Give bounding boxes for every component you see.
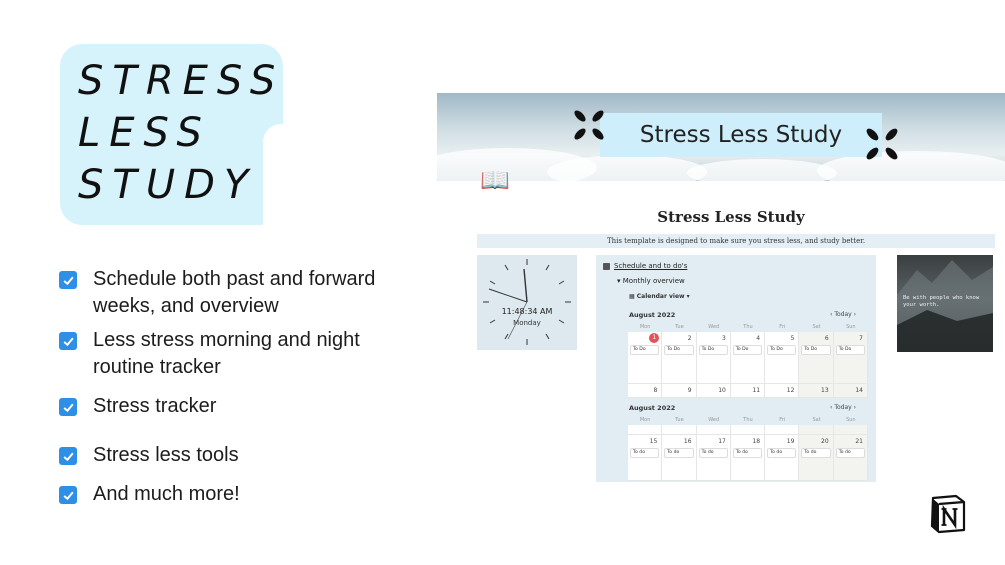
day-number: 7: [859, 335, 863, 342]
todo-chip[interactable]: To Do: [801, 345, 830, 355]
day-number: 19: [786, 438, 795, 445]
book-icon: 📖: [480, 166, 510, 194]
calendar-day[interactable]: [731, 332, 765, 384]
checkbox-checked-icon: [59, 398, 77, 416]
todo-chip[interactable]: To Do: [664, 345, 693, 355]
calendar-day[interactable]: [765, 384, 799, 398]
feature-item: [59, 266, 383, 320]
banner-label: Stress Less Study: [600, 113, 882, 157]
day-number: 14: [855, 387, 863, 394]
feature-text: Stress less tools: [93, 444, 239, 466]
feature-text: Less stress morning and night routine tracker: [93, 329, 360, 378]
calendar-day[interactable]: [697, 384, 731, 398]
day-number: 3: [722, 335, 726, 342]
calendar-day[interactable]: [697, 332, 731, 384]
monthly-overview-toggle[interactable]: ▾ Monthly overview: [617, 277, 685, 285]
calendar-day[interactable]: [731, 435, 765, 481]
checkbox-checked-icon: [59, 447, 77, 465]
day-number: 18: [752, 438, 761, 445]
weekday-row: [628, 324, 868, 330]
title-line-2: LESS: [78, 110, 211, 156]
calendar-day[interactable]: [799, 425, 833, 435]
sparkle-icon: [864, 126, 900, 162]
weekday: Sun: [846, 417, 856, 423]
quote-text: Be with people who know your worth.: [903, 295, 980, 308]
clock-time: 11:48:34 AM: [501, 307, 553, 316]
calendar-day[interactable]: [697, 435, 731, 481]
day-number: 4: [756, 335, 761, 342]
calendar-week: [628, 425, 868, 435]
calendar-day[interactable]: [834, 332, 868, 384]
weekday: Fri: [779, 324, 786, 330]
calendar-day[interactable]: [628, 435, 662, 481]
feature-text: Stress tracker: [93, 395, 217, 417]
feature-item: [59, 393, 216, 420]
calendar-day[interactable]: [628, 384, 662, 398]
todo-chip[interactable]: To do: [836, 448, 865, 458]
weekday: Mon: [639, 417, 651, 423]
todo-chip[interactable]: To do: [767, 448, 796, 458]
clock-widget: [477, 255, 577, 350]
day-number: 20: [821, 438, 829, 445]
feature-item: [59, 481, 240, 508]
checkbox-checked-icon[interactable]: [603, 263, 610, 270]
checkbox-checked-icon: [59, 271, 77, 289]
calendar-day[interactable]: [731, 425, 765, 435]
weekday: Tue: [675, 417, 684, 423]
calendar-day[interactable]: [662, 435, 696, 481]
clock-face-icon: [477, 255, 577, 350]
day-number: 16: [683, 438, 692, 445]
checkbox-checked-icon: [59, 332, 77, 350]
day-number: 13: [821, 387, 829, 394]
todo-chip[interactable]: To Do: [836, 345, 865, 355]
todo-chip[interactable]: To do: [699, 448, 728, 458]
calendar-nav[interactable]: ‹ Today ›: [830, 311, 856, 318]
calendar-day[interactable]: [834, 435, 868, 481]
today-marker: 1: [649, 333, 659, 343]
weekday: Mon: [639, 324, 651, 330]
today-button[interactable]: Today: [834, 404, 852, 411]
title-line-3: STUDY: [78, 162, 258, 208]
weekday: Fri: [779, 417, 786, 423]
day-number: 17: [718, 438, 726, 445]
weekday: Wed: [708, 417, 720, 423]
clock-day: Monday: [513, 319, 541, 327]
calendar-day[interactable]: [799, 435, 833, 481]
day-number: 6: [824, 335, 829, 342]
month-label: August 2022: [629, 311, 676, 319]
calendar-day[interactable]: [834, 384, 868, 398]
todo-heading-link[interactable]: Schedule and to do's: [614, 262, 688, 270]
todo-chip[interactable]: To do: [630, 448, 659, 458]
page-heading: Stress Less Study: [657, 208, 805, 226]
weekday: Sat: [812, 324, 821, 330]
day-number: 8: [653, 387, 658, 394]
month-label: August 2022: [629, 404, 676, 412]
feature-item: [59, 327, 383, 381]
calendar-day[interactable]: [765, 425, 799, 435]
calendar-day[interactable]: [799, 332, 833, 384]
feature-text: And much more!: [93, 483, 240, 505]
day-number: 12: [786, 387, 795, 394]
weekday: Thu: [743, 417, 753, 423]
day-number: 15: [649, 438, 658, 445]
notion-logo: [929, 494, 967, 534]
feature-text: Schedule both past and forward weeks, and overview: [93, 268, 376, 317]
todo-chip[interactable]: To do: [801, 448, 830, 458]
quote-widget: [897, 255, 993, 352]
today-button[interactable]: Today: [834, 311, 852, 318]
calendar-day[interactable]: [834, 425, 868, 435]
checkbox-checked-icon: [59, 486, 77, 504]
day-number: 5: [790, 335, 795, 342]
weekday: Sun: [846, 324, 856, 330]
weekday: Thu: [743, 324, 753, 330]
calendar-week: [628, 384, 868, 398]
page-description: This template is designed to make sure you stress less, and study better.: [477, 234, 995, 248]
calendar-day[interactable]: [697, 425, 731, 435]
calendar-day[interactable]: [765, 332, 799, 384]
todo-chip[interactable]: To do: [733, 448, 762, 458]
calendar-day[interactable]: [628, 332, 662, 384]
day-number: 9: [687, 387, 692, 394]
calendar-week: [628, 435, 868, 481]
weekday: Wed: [708, 324, 720, 330]
feature-item: [59, 442, 239, 469]
weekday-row: [628, 417, 868, 423]
calendar-day[interactable]: [662, 332, 696, 384]
todo-chip[interactable]: To Do: [733, 345, 762, 355]
calendar-view-label: Calendar view: [636, 293, 685, 300]
calendar-view-tab[interactable]: ▦ Calendar view ▾: [629, 293, 690, 300]
calendar-day[interactable]: [662, 425, 696, 435]
calendar-day[interactable]: [628, 425, 662, 435]
weekday: Sat: [812, 417, 821, 423]
todo-chip[interactable]: To Do: [767, 345, 796, 355]
day-number: 2: [687, 335, 692, 342]
day-number: 10: [718, 387, 726, 394]
monthly-overview-label: Monthly overview: [622, 277, 685, 285]
calendar-day[interactable]: [731, 384, 765, 398]
calendar-day[interactable]: [765, 435, 799, 481]
calendar-nav[interactable]: ‹ Today ›: [830, 404, 856, 411]
title-line-1: STRESS: [78, 58, 285, 104]
title-box-notch: [263, 124, 283, 225]
calendar-day[interactable]: [662, 384, 696, 398]
todo-chip[interactable]: To Do: [699, 345, 728, 355]
todo-chip[interactable]: To Do: [630, 345, 659, 355]
day-number: 11: [752, 387, 761, 394]
weekday: Tue: [675, 324, 684, 330]
calendar-day[interactable]: [799, 384, 833, 398]
todo-chip[interactable]: To do: [664, 448, 693, 458]
calendar-week: [628, 332, 868, 384]
sparkle-icon: [572, 108, 606, 142]
day-number: 21: [855, 438, 863, 445]
